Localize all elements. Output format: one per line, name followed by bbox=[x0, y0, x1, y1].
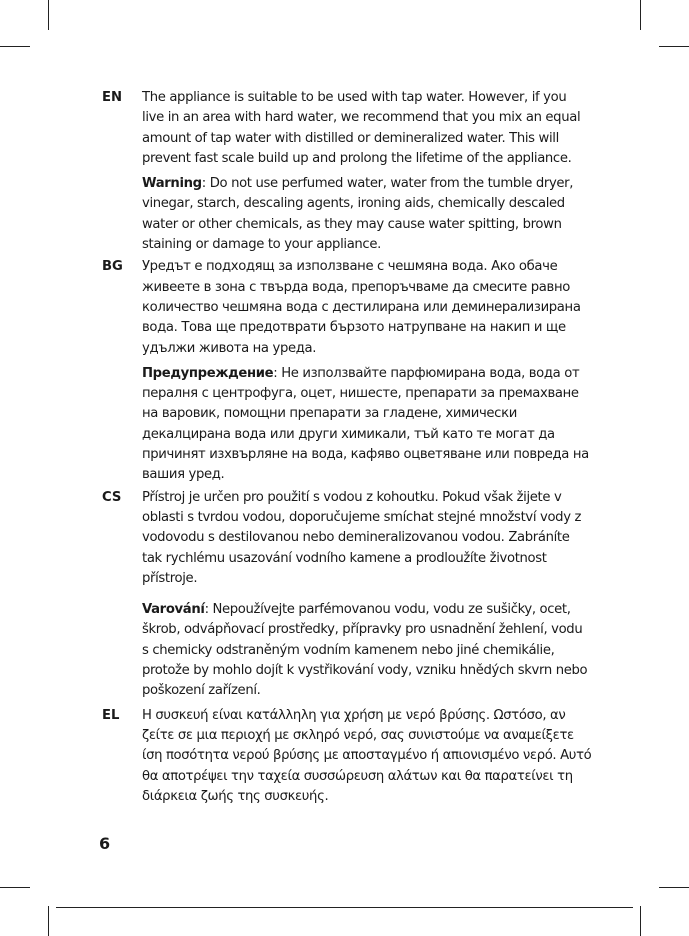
cs-warning-text: : Nepoužívejte parfémovanou vodu, vodu ze sušičky, ocet, škrob, odvápňovací prostředky, přípravky pro usnadnění žehlení, vodu s chemicky odstraněným vodním kamenem nebo jiné chemikálie, protože by mohlo dojít k vystřikování vody, vzniku hnědých skvrn nebo poškození zařízení. bbox=[142, 602, 588, 699]
crop-mark-left-bottom bbox=[0, 887, 30, 888]
manual-page-content bbox=[102, 88, 592, 807]
section-bg-text bbox=[142, 257, 592, 485]
section-bg bbox=[102, 257, 592, 485]
el-intro-paragraph: Η συσκευή είναι κατάλληλη για χρήση με νερό βρύσης. Ωστόσο, αν ζείτε σε μια περιοχή με σκληρό νερό, σας συνιστούμε να αναμείξετε ίση ποσότητα νερού βρύσης με αποσταγμένο ή απιονισμένο νερό. Αυτό θα αποτρέψει την ταχεία συσσώρευση αλάτων και θα παρατείνει τη διάρκεια ζωής της συσκευής. bbox=[142, 707, 592, 804]
cs-warning-label: Varování bbox=[142, 602, 205, 618]
section-el-text bbox=[142, 706, 592, 807]
cs-warning-paragraph bbox=[142, 600, 592, 701]
crop-mark-right-top bbox=[659, 46, 689, 47]
language-code-bg: BG bbox=[102, 259, 123, 275]
crop-mark-top-left bbox=[48, 0, 49, 30]
crop-mark-right-bottom bbox=[659, 887, 689, 888]
section-cs-text bbox=[142, 488, 592, 702]
language-code-el: EL bbox=[102, 707, 120, 723]
en-warning-text: : Do not use perfumed water, water from the tumble dryer, vinegar, starch, descaling agents, ironing aids, chemically descaled water or other chemicals, as they may cause water spitting, brown staining or damage to your appliance. bbox=[142, 176, 574, 253]
bg-intro-paragraph: Уредът е подходящ за използване с чешмяна вода. Ако обаче живеете в зона с твърда вода, препоръчваме да смесите равно количество чешмяна вода с дестилирана или деминерализирана вода. Това ще предотврати бързото натрупване на накип и ще удължи живота на уреда. bbox=[142, 259, 581, 356]
crop-mark-bottom-right bbox=[640, 906, 641, 936]
section-cs bbox=[102, 488, 592, 702]
crop-mark-bottom-left bbox=[48, 906, 49, 936]
crop-mark-top-right bbox=[640, 0, 641, 30]
language-code-en: EN bbox=[102, 90, 123, 105]
en-intro-paragraph: The appliance is suitable to be used with tap water. However, if you live in an area with hard water, we recommend that you mix an equal amount of tap water with distilled or demineralized water. This will prevent fast scale build up and prolong the lifetime of the appliance. bbox=[142, 90, 581, 166]
en-warning-paragraph bbox=[142, 174, 592, 255]
section-en-text bbox=[142, 88, 592, 255]
language-code-cs: CS bbox=[102, 489, 122, 505]
bg-warning-label: Предупреждение bbox=[142, 365, 274, 381]
bg-warning-text: : Не използвайте парфюмирана вода, вода от пералня с центрофуга, оцет, нишесте, препарати за премахване на варовик, помощни препарати за гладене, химически декалцирана вода или други химикали, тъй като те могат да причинят изхвърляне на вода, кафяво оцветяване или повреда на вашия уред. bbox=[142, 365, 589, 483]
bg-warning-paragraph bbox=[142, 364, 592, 486]
cs-intro-paragraph: Přístroj je určen pro použití s vodou z kohoutku. Pokud však žijete v oblasti s tvrdou vodou, doporučujeme smíchat stejné množství vody z vodovodu s destilovanou nebo demineralizovanou vodou. Zabráníte tak rychlému usazování vodního kamene a prodloužíte životnost přístroje. bbox=[142, 489, 582, 586]
section-el bbox=[102, 706, 592, 807]
bottom-rule bbox=[56, 907, 633, 908]
section-en bbox=[102, 88, 592, 255]
crop-mark-left-top bbox=[0, 46, 30, 47]
en-warning-label: Warning bbox=[142, 176, 202, 192]
page-number: 6 bbox=[99, 834, 111, 853]
